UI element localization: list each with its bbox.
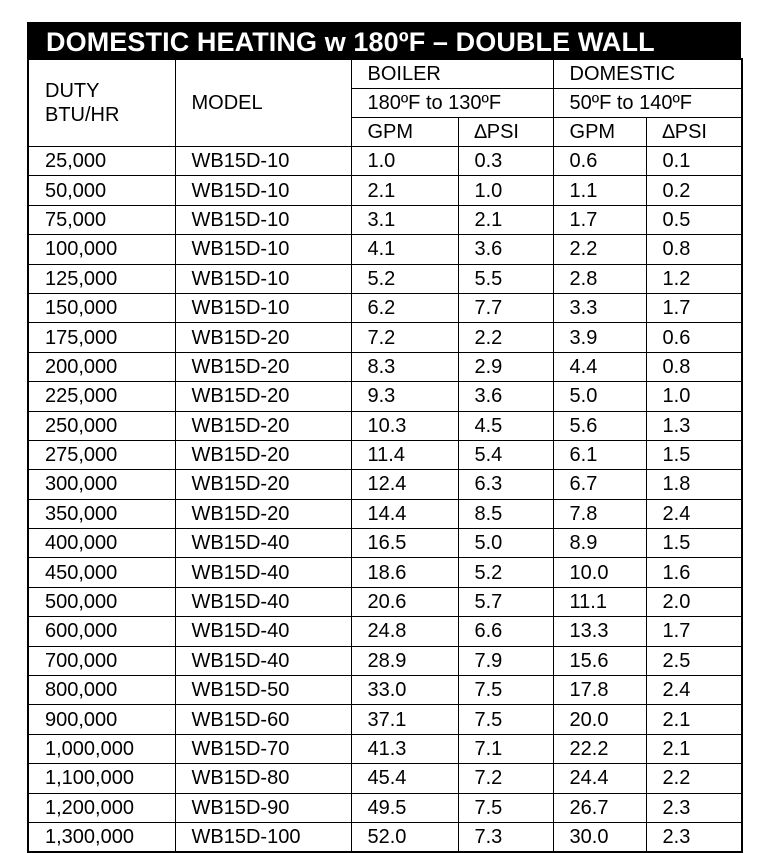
table-row — [28, 147, 742, 176]
cell-model: WB15D-20 — [175, 470, 351, 499]
cell-domestic-gpm: 7.8 — [553, 499, 646, 528]
cell-boiler-gpm: 37.1 — [351, 705, 458, 734]
cell-domestic-dpsi: 0.5 — [646, 205, 742, 234]
cell-boiler-gpm: 6.2 — [351, 293, 458, 322]
table-row — [28, 440, 742, 469]
header-duty — [28, 59, 175, 147]
cell-duty: 50,000 — [28, 176, 175, 205]
cell-boiler-gpm: 49.5 — [351, 793, 458, 822]
cell-model: WB15D-40 — [175, 617, 351, 646]
cell-duty: 1,000,000 — [28, 734, 175, 763]
cell-duty: 800,000 — [28, 676, 175, 705]
header-boiler-range: 180ºF to 130ºF — [351, 89, 553, 118]
cell-domestic-dpsi: 1.5 — [646, 440, 742, 469]
cell-model: WB15D-20 — [175, 323, 351, 352]
cell-boiler-gpm: 10.3 — [351, 411, 458, 440]
cell-boiler-gpm: 3.1 — [351, 205, 458, 234]
cell-model: WB15D-20 — [175, 352, 351, 381]
cell-model: WB15D-40 — [175, 646, 351, 675]
table-row — [28, 587, 742, 616]
cell-model: WB15D-50 — [175, 676, 351, 705]
cell-boiler-dpsi: 7.7 — [458, 293, 553, 322]
cell-boiler-gpm: 14.4 — [351, 499, 458, 528]
table-body — [28, 147, 742, 853]
cell-domestic-gpm: 2.8 — [553, 264, 646, 293]
header-boiler-dpsi: ∆PSI — [458, 118, 553, 147]
cell-boiler-gpm: 4.1 — [351, 235, 458, 264]
cell-boiler-dpsi: 7.5 — [458, 705, 553, 734]
cell-domestic-dpsi: 1.6 — [646, 558, 742, 587]
cell-boiler-gpm: 33.0 — [351, 676, 458, 705]
cell-domestic-gpm: 24.4 — [553, 764, 646, 793]
header-domestic-range: 50ºF to 140ºF — [553, 89, 742, 118]
cell-model: WB15D-70 — [175, 734, 351, 763]
table-row — [28, 734, 742, 763]
cell-boiler-dpsi: 5.7 — [458, 587, 553, 616]
cell-domestic-dpsi: 1.2 — [646, 264, 742, 293]
cell-boiler-dpsi: 6.3 — [458, 470, 553, 499]
cell-boiler-dpsi: 5.0 — [458, 529, 553, 558]
cell-boiler-dpsi: 3.6 — [458, 235, 553, 264]
cell-domestic-dpsi: 1.5 — [646, 529, 742, 558]
cell-boiler-dpsi: 2.1 — [458, 205, 553, 234]
cell-duty: 900,000 — [28, 705, 175, 734]
cell-duty: 500,000 — [28, 587, 175, 616]
cell-domestic-dpsi: 2.1 — [646, 705, 742, 734]
cell-model: WB15D-60 — [175, 705, 351, 734]
cell-duty: 300,000 — [28, 470, 175, 499]
cell-boiler-dpsi: 5.2 — [458, 558, 553, 587]
cell-model: WB15D-20 — [175, 382, 351, 411]
cell-model: WB15D-10 — [175, 147, 351, 176]
cell-duty: 400,000 — [28, 529, 175, 558]
cell-duty: 250,000 — [28, 411, 175, 440]
cell-domestic-gpm: 1.7 — [553, 205, 646, 234]
cell-boiler-dpsi: 7.9 — [458, 646, 553, 675]
table-row — [28, 470, 742, 499]
table-row — [28, 205, 742, 234]
cell-duty: 125,000 — [28, 264, 175, 293]
cell-domestic-dpsi: 0.6 — [646, 323, 742, 352]
cell-domestic-dpsi: 0.8 — [646, 235, 742, 264]
cell-domestic-gpm: 11.1 — [553, 587, 646, 616]
cell-model: WB15D-100 — [175, 822, 351, 852]
table-row — [28, 264, 742, 293]
cell-boiler-gpm: 8.3 — [351, 352, 458, 381]
cell-domestic-gpm: 4.4 — [553, 352, 646, 381]
cell-boiler-dpsi: 0.3 — [458, 147, 553, 176]
cell-duty: 600,000 — [28, 617, 175, 646]
cell-boiler-dpsi: 4.5 — [458, 411, 553, 440]
cell-domestic-dpsi: 1.7 — [646, 617, 742, 646]
cell-domestic-dpsi: 1.0 — [646, 382, 742, 411]
cell-domestic-gpm: 17.8 — [553, 676, 646, 705]
cell-domestic-gpm: 15.6 — [553, 646, 646, 675]
cell-boiler-gpm: 9.3 — [351, 382, 458, 411]
cell-domestic-gpm: 6.7 — [553, 470, 646, 499]
cell-boiler-gpm: 16.5 — [351, 529, 458, 558]
header-duty-line2: BTU/HR — [45, 104, 120, 126]
cell-domestic-dpsi: 2.4 — [646, 676, 742, 705]
cell-boiler-dpsi: 1.0 — [458, 176, 553, 205]
cell-duty: 450,000 — [28, 558, 175, 587]
header-duty-line1: DUTY — [45, 80, 100, 102]
cell-duty: 1,100,000 — [28, 764, 175, 793]
cell-boiler-dpsi: 7.5 — [458, 793, 553, 822]
cell-domestic-gpm: 5.6 — [553, 411, 646, 440]
cell-boiler-dpsi: 5.4 — [458, 440, 553, 469]
cell-model: WB15D-80 — [175, 764, 351, 793]
table-row — [28, 499, 742, 528]
cell-domestic-gpm: 30.0 — [553, 822, 646, 852]
cell-domestic-gpm: 8.9 — [553, 529, 646, 558]
cell-duty: 100,000 — [28, 235, 175, 264]
cell-duty: 700,000 — [28, 646, 175, 675]
cell-domestic-gpm: 0.6 — [553, 147, 646, 176]
cell-domestic-dpsi: 2.0 — [646, 587, 742, 616]
table-row — [28, 617, 742, 646]
cell-boiler-gpm: 20.6 — [351, 587, 458, 616]
cell-domestic-dpsi: 0.2 — [646, 176, 742, 205]
cell-domestic-dpsi: 1.8 — [646, 470, 742, 499]
sizing-table — [27, 58, 743, 853]
cell-boiler-dpsi: 7.5 — [458, 676, 553, 705]
cell-domestic-gpm: 5.0 — [553, 382, 646, 411]
cell-domestic-dpsi: 1.3 — [646, 411, 742, 440]
table-row — [28, 646, 742, 675]
cell-domestic-gpm: 13.3 — [553, 617, 646, 646]
cell-boiler-dpsi: 5.5 — [458, 264, 553, 293]
cell-model: WB15D-10 — [175, 293, 351, 322]
cell-boiler-dpsi: 3.6 — [458, 382, 553, 411]
cell-duty: 75,000 — [28, 205, 175, 234]
cell-boiler-dpsi: 7.1 — [458, 734, 553, 763]
table-row — [28, 235, 742, 264]
cell-duty: 275,000 — [28, 440, 175, 469]
cell-boiler-gpm: 1.0 — [351, 147, 458, 176]
cell-boiler-gpm: 28.9 — [351, 646, 458, 675]
table-row — [28, 176, 742, 205]
cell-duty: 350,000 — [28, 499, 175, 528]
cell-domestic-gpm: 26.7 — [553, 793, 646, 822]
header-model: MODEL — [175, 59, 351, 147]
cell-domestic-gpm: 3.9 — [553, 323, 646, 352]
header-domestic-dpsi: ∆PSI — [646, 118, 742, 147]
cell-duty: 1,200,000 — [28, 793, 175, 822]
cell-model: WB15D-20 — [175, 440, 351, 469]
cell-boiler-gpm: 11.4 — [351, 440, 458, 469]
table-row — [28, 293, 742, 322]
cell-boiler-dpsi: 2.2 — [458, 323, 553, 352]
table-row — [28, 352, 742, 381]
cell-model: WB15D-40 — [175, 587, 351, 616]
header-domestic: DOMESTIC — [553, 59, 742, 89]
cell-domestic-gpm: 20.0 — [553, 705, 646, 734]
table-row — [28, 411, 742, 440]
cell-model: WB15D-10 — [175, 205, 351, 234]
cell-domestic-dpsi: 2.4 — [646, 499, 742, 528]
cell-model: WB15D-10 — [175, 264, 351, 293]
cell-domestic-dpsi: 0.1 — [646, 147, 742, 176]
cell-duty: 225,000 — [28, 382, 175, 411]
cell-boiler-dpsi: 2.9 — [458, 352, 553, 381]
table-row — [28, 323, 742, 352]
table-row — [28, 822, 742, 852]
cell-boiler-gpm: 45.4 — [351, 764, 458, 793]
cell-model: WB15D-40 — [175, 529, 351, 558]
cell-domestic-dpsi: 2.5 — [646, 646, 742, 675]
cell-boiler-dpsi: 7.3 — [458, 822, 553, 852]
cell-domestic-dpsi: 0.8 — [646, 352, 742, 381]
table-row — [28, 705, 742, 734]
cell-boiler-gpm: 18.6 — [351, 558, 458, 587]
cell-model: WB15D-20 — [175, 499, 351, 528]
cell-boiler-gpm: 5.2 — [351, 264, 458, 293]
cell-domestic-gpm: 22.2 — [553, 734, 646, 763]
cell-boiler-gpm: 7.2 — [351, 323, 458, 352]
header-domestic-gpm: GPM — [553, 118, 646, 147]
cell-boiler-gpm: 12.4 — [351, 470, 458, 499]
table-row — [28, 558, 742, 587]
cell-domestic-dpsi: 2.1 — [646, 734, 742, 763]
cell-domestic-dpsi: 2.3 — [646, 822, 742, 852]
cell-domestic-gpm: 6.1 — [553, 440, 646, 469]
cell-domestic-gpm: 3.3 — [553, 293, 646, 322]
table-row — [28, 529, 742, 558]
cell-boiler-dpsi: 7.2 — [458, 764, 553, 793]
cell-domestic-dpsi: 1.7 — [646, 293, 742, 322]
table-title: DOMESTIC HEATING w 180ºF – DOUBLE WALL — [27, 22, 741, 58]
cell-boiler-dpsi: 8.5 — [458, 499, 553, 528]
cell-model: WB15D-10 — [175, 176, 351, 205]
cell-domestic-dpsi: 2.3 — [646, 793, 742, 822]
table-row — [28, 676, 742, 705]
cell-domestic-gpm: 2.2 — [553, 235, 646, 264]
header-boiler-gpm: GPM — [351, 118, 458, 147]
cell-boiler-gpm: 24.8 — [351, 617, 458, 646]
cell-model: WB15D-10 — [175, 235, 351, 264]
table-row — [28, 382, 742, 411]
cell-duty: 175,000 — [28, 323, 175, 352]
cell-model: WB15D-40 — [175, 558, 351, 587]
table-header — [28, 59, 742, 147]
cell-model: WB15D-20 — [175, 411, 351, 440]
cell-duty: 150,000 — [28, 293, 175, 322]
cell-duty: 1,300,000 — [28, 822, 175, 852]
table-row — [28, 793, 742, 822]
cell-domestic-dpsi: 2.2 — [646, 764, 742, 793]
cell-domestic-gpm: 10.0 — [553, 558, 646, 587]
cell-boiler-gpm: 2.1 — [351, 176, 458, 205]
cell-domestic-gpm: 1.1 — [553, 176, 646, 205]
cell-model: WB15D-90 — [175, 793, 351, 822]
cell-duty: 25,000 — [28, 147, 175, 176]
cell-duty: 200,000 — [28, 352, 175, 381]
table-row — [28, 764, 742, 793]
cell-boiler-dpsi: 6.6 — [458, 617, 553, 646]
heating-table-container — [27, 22, 741, 853]
header-boiler: BOILER — [351, 59, 553, 89]
cell-boiler-gpm: 41.3 — [351, 734, 458, 763]
cell-boiler-gpm: 52.0 — [351, 822, 458, 852]
